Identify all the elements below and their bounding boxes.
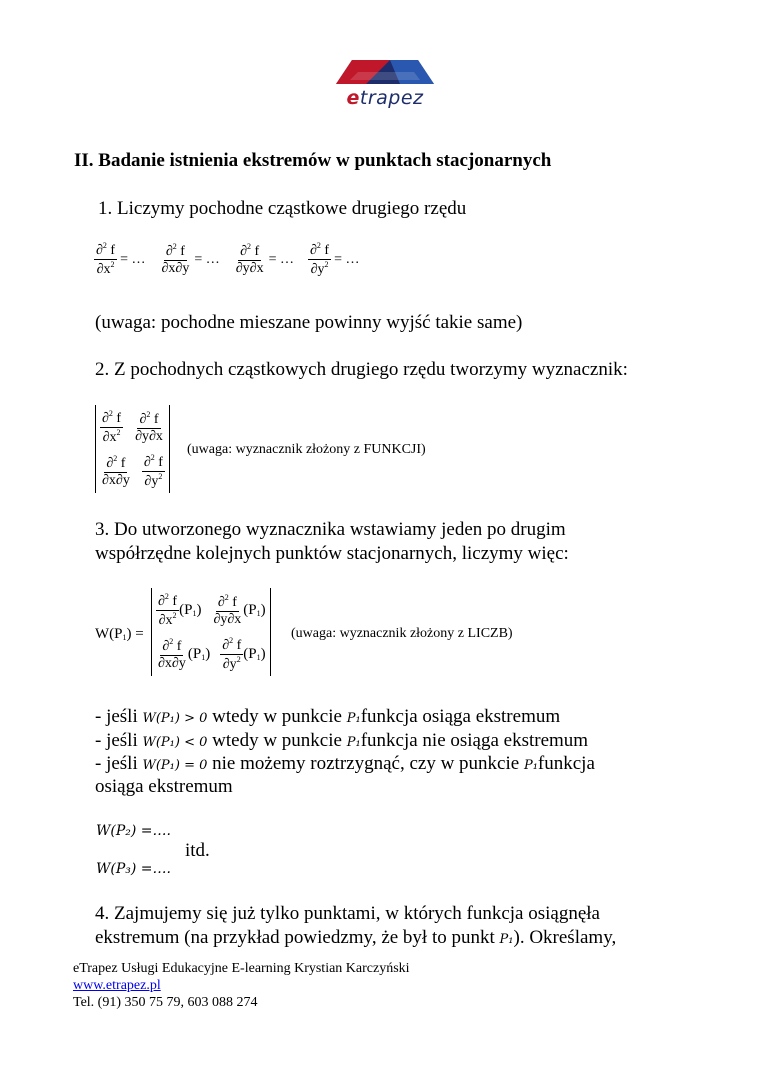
w-p3: W(P₃) =….	[96, 861, 171, 877]
second-partials-row	[94, 242, 360, 277]
step3-line2: współrzędne kolejnych punktów stacjonarnych, liczymy więc:	[95, 543, 569, 564]
step4-line2: ekstremum (na przykład powiedzmy, że był to punkt P₁). Określamy,	[95, 927, 617, 948]
case-zero: - jeśli W(P₁) = 0 nie możemy roztrzygnąć, czy w punkcie P₁funkcja	[95, 753, 595, 774]
step3-line1: 3. Do utworzonego wyznacznika wstawiamy jeden po drugim	[95, 519, 566, 540]
step4-line1: 4. Zajmujemy się już tylko punktami, w których funkcja osiągnęła	[95, 903, 600, 924]
logo-trapezoid-icon	[330, 58, 440, 88]
footer-phone: Tel. (91) 350 75 79, 603 088 274	[73, 995, 258, 1010]
footer-company: eTrapez Usługi Edukacyjne E-learning Krystian Karczyński	[73, 961, 410, 976]
partial-xx: $\frac{\partial^2 f}{\partial x^2}$ = …	[96, 241, 146, 277]
step2-note: (uwaga: wyznacznik złożony z FUNKCJI)	[187, 442, 426, 457]
case-zero-cont: osiąga ekstremum	[95, 776, 233, 797]
case-positive: - jeśli W(P₁) > 0 wtedy w punkcie P₁funkcja osiąga ekstremum	[95, 706, 561, 727]
w-p2: W(P₂) =….	[96, 823, 171, 839]
step1-note: (uwaga: pochodne mieszane powinny wyjść takie same)	[95, 312, 523, 333]
section-heading: II. Badanie istnienia ekstremów w punktach stacjonarnych	[74, 150, 552, 171]
partial-xy: $\frac{\partial^2 f}{\partial x\partial y}$ = …	[161, 242, 220, 276]
step3-note: (uwaga: wyznacznik złożony z LICZB)	[291, 626, 513, 641]
partial-yy: $\frac{\partial^2 f}{\partial y^2}$ = …	[310, 241, 360, 277]
etrapez-logo	[330, 58, 440, 108]
step2-text: 2. Z pochodnych cząstkowych drugiego rzędu tworzymy wyznacznik:	[95, 359, 628, 380]
determinant-functions: $\frac{\partial^2 f}{\partial x^2}$ $\frac{\partial^2 f}{\partial y\partial x}$ $\frac{\partial^2 f}{\partial x\partial y}$ $\frac{\partial^2 f}{\partial y^2}$	[95, 405, 170, 493]
logo-text: etrapez	[346, 87, 424, 109]
footer-website-link[interactable]: www.etrapez.pl	[73, 978, 161, 993]
step1-text: 1. Liczymy pochodne cząstkowe drugiego rzędu	[98, 198, 467, 219]
partial-yx: $\frac{\partial^2 f}{\partial y\partial x}$ = …	[235, 242, 294, 276]
determinant-numbers: $\frac{\partial^2 f}{\partial x^2}$ $(P_1)$ $\frac{\partial^2 f}{\partial y\partial x}$ $(P_1)$ $\frac{\partial^2 f}{\partial x\partial y}$ $(P_1)$ $\frac{\partial^2 f}{\partial y^2}$ $(P_1)$	[151, 588, 271, 676]
w-p1-lhs: $W(P_1)$ =	[95, 626, 144, 642]
case-negative: - jeśli W(P₁) < 0 wtedy w punkcie P₁funkcja nie osiąga ekstremum	[95, 730, 589, 751]
itd-label: itd.	[185, 840, 210, 861]
footer-link-wrap	[73, 978, 161, 994]
